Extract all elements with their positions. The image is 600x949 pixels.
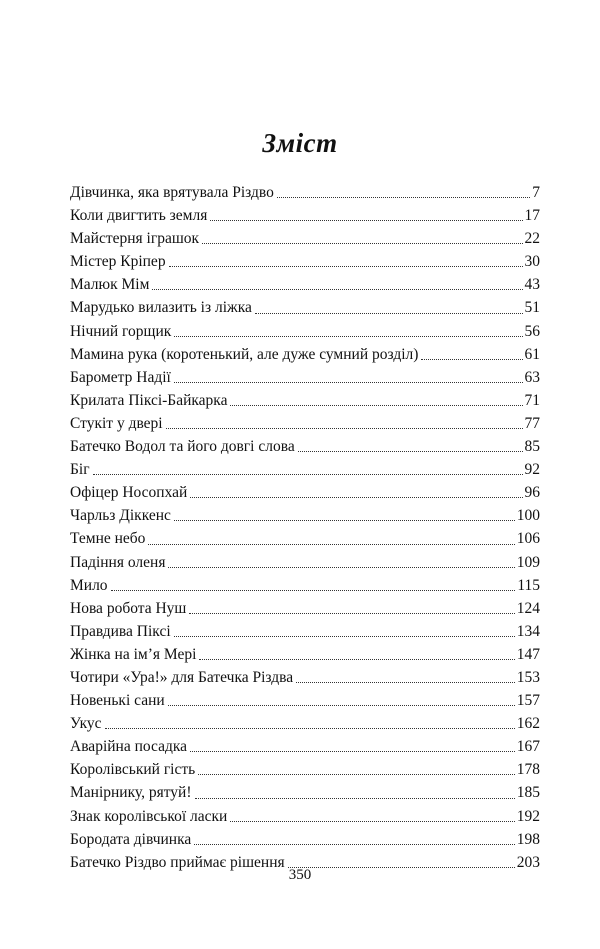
toc-entry xyxy=(70,273,540,296)
dot-leader xyxy=(174,335,522,337)
dot-leader xyxy=(194,843,514,845)
toc-entry-page: 51 xyxy=(524,299,540,317)
toc-entry xyxy=(70,758,540,781)
dot-leader xyxy=(190,496,522,498)
toc-entry xyxy=(70,204,540,227)
toc-entry xyxy=(70,712,540,735)
toc-entry-title: Офіцер Носопхай xyxy=(70,484,188,502)
toc-entry xyxy=(70,666,540,689)
toc-entry-page: 203 xyxy=(516,853,540,871)
toc-entry-page: 147 xyxy=(516,645,540,663)
toc-entry-page: 43 xyxy=(524,276,540,294)
toc-entry-title: Стукіт у двері xyxy=(70,414,163,432)
toc-entry-title: Правдива Піксі xyxy=(70,622,171,640)
toc-entry-title: Коли двигтить земля xyxy=(70,207,208,225)
toc-entry-page: 167 xyxy=(516,738,540,756)
toc-entry-title: Малюк Мім xyxy=(70,276,150,294)
toc-entry xyxy=(70,504,540,527)
dot-leader xyxy=(230,404,522,406)
toc-entry-title: Марудько вилазить із ліжка xyxy=(70,299,252,317)
toc-entry xyxy=(70,320,540,343)
dot-leader xyxy=(174,381,523,383)
dot-leader xyxy=(169,265,523,267)
toc-entry xyxy=(70,343,540,366)
dot-leader xyxy=(210,219,522,221)
toc-entry xyxy=(70,551,540,574)
toc-entry-title: Жінка на ім’я Мері xyxy=(70,645,197,663)
toc-entry-page: 115 xyxy=(517,576,540,594)
toc-entry-page: 63 xyxy=(524,368,540,386)
dot-leader xyxy=(296,681,515,683)
toc-entry xyxy=(70,828,540,851)
dot-leader xyxy=(148,543,514,545)
toc-entry-page: 134 xyxy=(516,622,540,640)
toc-entry-title: Королівський гість xyxy=(70,761,196,779)
toc-entry-page: 106 xyxy=(516,530,540,548)
toc-entry-title: Чотири «Ура!» для Батечка Різдва xyxy=(70,668,294,686)
toc-entry xyxy=(70,597,540,620)
toc-entry-page: 198 xyxy=(516,830,540,848)
toc-entry-page: 22 xyxy=(524,230,540,248)
toc-entry-title: Мамина рука (коротенький, але дуже сумний розділ) xyxy=(70,345,419,363)
toc-entry-title: Знак королівської ласки xyxy=(70,807,228,825)
toc-entry-page: 96 xyxy=(524,484,540,502)
toc-entry-title: Нова робота Нуш xyxy=(70,599,187,617)
toc-entry xyxy=(70,481,540,504)
toc-entry-title: Падіння оленя xyxy=(70,553,166,571)
toc-entry xyxy=(70,805,540,828)
toc-entry xyxy=(70,735,540,758)
toc-entry xyxy=(70,458,540,481)
toc-entry xyxy=(70,366,540,389)
dot-leader xyxy=(93,473,523,475)
toc-entry xyxy=(70,620,540,643)
toc-entry xyxy=(70,181,540,204)
dot-leader xyxy=(195,797,515,799)
dot-leader xyxy=(174,635,515,637)
dot-leader xyxy=(168,704,515,706)
toc-entry-page: 153 xyxy=(516,668,540,686)
toc-entry xyxy=(70,574,540,597)
toc-entry-title: Укус xyxy=(70,715,102,733)
toc-entry-title: Батечко Водол та його довгі слова xyxy=(70,438,295,456)
toc-entry-page: 162 xyxy=(516,715,540,733)
toc-entry-title: Нічний горщик xyxy=(70,322,172,340)
toc-entry-title: Крилата Піксі-Байкарка xyxy=(70,391,228,409)
toc-entry-page: 7 xyxy=(532,184,540,201)
toc-entry-title: Мило xyxy=(70,576,108,594)
toc-entry xyxy=(70,296,540,319)
toc-entry xyxy=(70,435,540,458)
dot-leader xyxy=(277,196,530,198)
toc-entry-page: 157 xyxy=(516,692,540,710)
toc-entry-page: 178 xyxy=(516,761,540,779)
page-title: Зміст xyxy=(262,128,338,159)
toc-entry-title: Барометр Надії xyxy=(70,368,171,386)
dot-leader xyxy=(111,589,516,591)
dot-leader xyxy=(174,519,515,521)
dot-leader xyxy=(255,312,523,314)
toc-entry-title: Новенькі сани xyxy=(70,692,165,710)
toc-entry-title: Містер Кріпер xyxy=(70,253,166,271)
toc-entry xyxy=(70,227,540,250)
toc-entry-title: Темне небо xyxy=(70,530,146,548)
toc-entry-page: 56 xyxy=(524,322,540,340)
dot-leader xyxy=(105,727,515,729)
dot-leader xyxy=(198,773,515,775)
dot-leader xyxy=(190,750,515,752)
toc-entry xyxy=(70,689,540,712)
toc-entry-page: 17 xyxy=(524,207,540,225)
toc-entry-title: Чарльз Діккенс xyxy=(70,507,171,525)
dot-leader xyxy=(298,450,523,452)
dot-leader xyxy=(189,612,514,614)
dot-leader xyxy=(199,658,514,660)
toc-entry xyxy=(70,412,540,435)
toc-entry-title: Манірнику, рятуй! xyxy=(70,784,192,802)
toc-entry-page: 92 xyxy=(524,461,540,479)
toc-entry-page: 85 xyxy=(524,438,540,456)
dot-leader xyxy=(421,358,522,360)
dot-leader xyxy=(166,427,523,429)
dot-leader xyxy=(230,820,514,822)
toc-entry xyxy=(70,250,540,273)
dot-leader xyxy=(168,566,514,568)
toc-entry-title: Бородата дівчинка xyxy=(70,830,192,848)
toc-entry-title: Аварійна посадка xyxy=(70,738,188,756)
toc-entry-title: Біг xyxy=(70,461,90,479)
toc-entry xyxy=(70,643,540,666)
toc-entry-page: 77 xyxy=(524,414,540,432)
dot-leader xyxy=(152,288,522,290)
toc-entry-page: 192 xyxy=(516,807,540,825)
toc-entry-title: Дівчинка, яка врятувала Різдво xyxy=(70,184,274,201)
toc-entry-title: Майстерня іграшок xyxy=(70,230,200,248)
page-number: 350 xyxy=(288,867,312,883)
toc-entry-page: 61 xyxy=(524,345,540,363)
toc-entry-page: 124 xyxy=(516,599,540,617)
toc-entry xyxy=(70,527,540,550)
toc-entry xyxy=(70,389,540,412)
toc-entry-title: Батечко Різдво приймає рішення xyxy=(70,853,285,871)
toc-entry-page: 100 xyxy=(516,507,540,525)
toc-entry-page: 30 xyxy=(524,253,540,271)
toc-entry-page: 109 xyxy=(516,553,540,571)
toc-entry xyxy=(70,781,540,804)
dot-leader xyxy=(202,242,522,244)
table-of-contents xyxy=(70,181,540,874)
toc-entry-page: 71 xyxy=(524,391,540,409)
toc-entry-page: 185 xyxy=(516,784,540,802)
